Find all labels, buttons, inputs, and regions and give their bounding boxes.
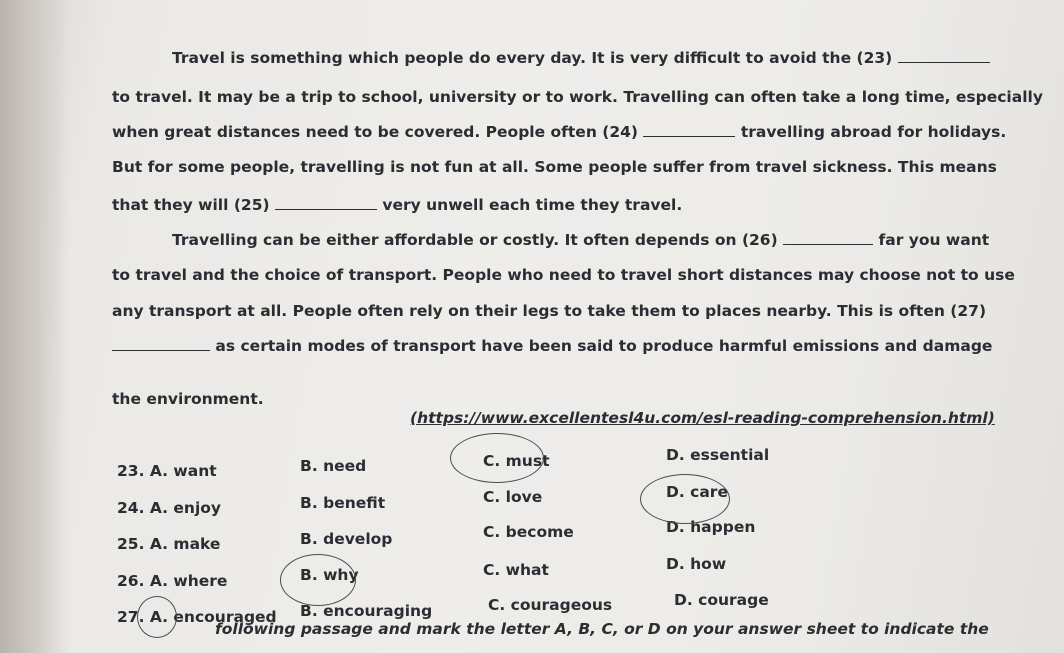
answer-circle-27 bbox=[137, 596, 177, 638]
q24-option-b[interactable]: B. benefit bbox=[300, 494, 386, 512]
blank-26 bbox=[783, 242, 873, 245]
q23-option-c[interactable]: C. must bbox=[483, 452, 550, 470]
q24-option-a[interactable]: 24. A. enjoy bbox=[117, 499, 222, 517]
q25-option-c[interactable]: C. become bbox=[483, 523, 574, 541]
q25-option-b[interactable]: B. develop bbox=[300, 530, 393, 548]
answer-circle-24 bbox=[640, 474, 730, 524]
passage-line-6: Travelling can be either affordable or costly. It often depends on (26) far you want bbox=[172, 231, 990, 249]
passage-line-4: But for some people, travelling is not fun at all. Some people suffer from travel sickness. This means bbox=[112, 158, 997, 176]
passage-line-5: that they will (25) very unwell each time they travel. bbox=[112, 196, 683, 214]
passage-line-8: any transport at all. People often rely on their legs to take them to places nearby. This is often (27) bbox=[112, 302, 987, 320]
q24-option-d[interactable]: D. care bbox=[666, 483, 728, 501]
passage-line-9: as certain modes of transport have been said to produce harmful emissions and damage bbox=[112, 337, 992, 355]
q27-option-d[interactable]: D. courage bbox=[674, 591, 769, 609]
instruction-line: following passage and mark the letter A, B, C, or D on your answer sheet to indicate the bbox=[215, 620, 989, 638]
q26-option-b[interactable]: B. why bbox=[300, 566, 359, 584]
answer-circle-26 bbox=[280, 554, 356, 606]
q25-option-d[interactable]: D. happen bbox=[666, 518, 756, 536]
answer-circle-23 bbox=[450, 433, 544, 483]
page-edge-shadow bbox=[0, 0, 70, 653]
blank-27 bbox=[112, 348, 210, 351]
q25-option-a[interactable]: 25. A. make bbox=[117, 535, 221, 553]
q26-option-a[interactable]: 26. A. where bbox=[117, 572, 228, 590]
blank-23 bbox=[898, 60, 990, 63]
passage-line-7: to travel and the choice of transport. People who need to travel short distances may choose not to use bbox=[112, 266, 1015, 284]
passage-line-2: to travel. It may be a trip to school, university or to work. Travelling can often take a long time, especially bbox=[112, 88, 1043, 106]
q23-option-d[interactable]: D. essential bbox=[666, 446, 770, 464]
passage-line-1: Travel is something which people do every day. It is very difficult to avoid the (23) bbox=[172, 49, 990, 67]
q23-option-b[interactable]: B. need bbox=[300, 457, 367, 475]
q26-option-c[interactable]: C. what bbox=[483, 561, 549, 579]
blank-25 bbox=[275, 207, 377, 210]
q24-option-c[interactable]: C. love bbox=[483, 488, 543, 506]
q27-option-c[interactable]: C. courageous bbox=[488, 596, 613, 614]
source-link[interactable]: (https://www.excellentesl4u.com/esl-reading-comprehension.html) bbox=[410, 409, 995, 427]
passage-line-3: when great distances need to be covered. People often (24) travelling abroad for holidays. bbox=[112, 123, 1007, 141]
q27-option-a[interactable]: 27. A. encouraged bbox=[117, 608, 277, 626]
blank-24 bbox=[643, 134, 735, 137]
q27-option-b[interactable]: B. encouraging bbox=[300, 602, 433, 620]
q26-option-d[interactable]: D. how bbox=[666, 555, 727, 573]
passage-line-10: the environment. bbox=[112, 390, 264, 408]
q23-option-a[interactable]: 23. A. want bbox=[117, 462, 217, 480]
